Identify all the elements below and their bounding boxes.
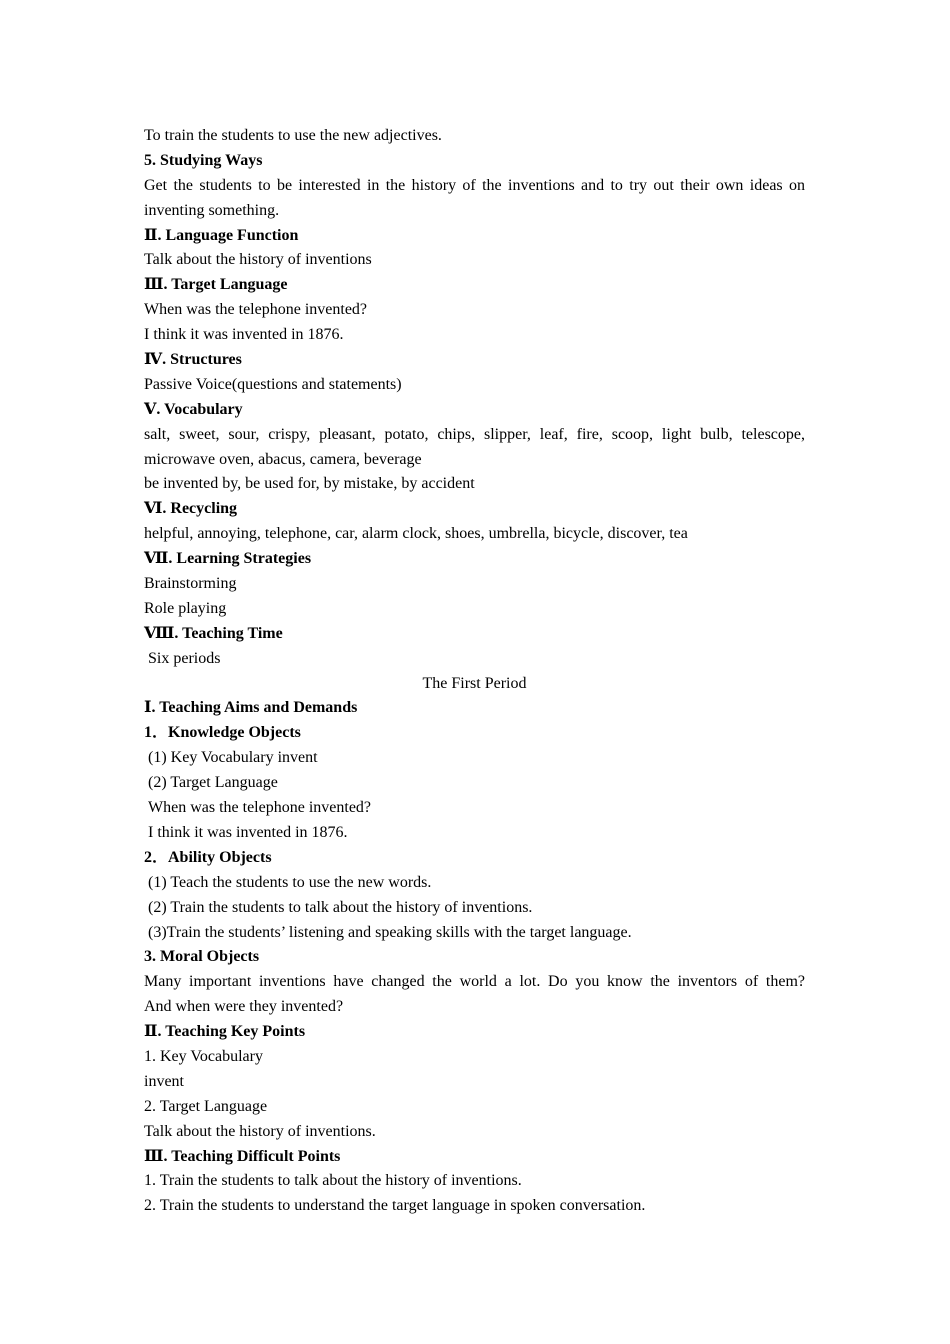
text-line: (3)Train the students’ listening and speaking skills with the target language. bbox=[148, 923, 632, 941]
section-heading: Ⅱ. Language Function bbox=[144, 226, 299, 244]
text-line: Brainstorming bbox=[144, 575, 237, 593]
section-heading: Ⅲ. Target Language bbox=[144, 276, 288, 294]
text-line: salt, sweet, sour, crispy, pleasant, potato, chips, slipper, leaf, fire, scoop, light bulb, telescope, bbox=[144, 425, 805, 443]
section-heading: 2．Ability Objects bbox=[144, 848, 272, 866]
section-heading: 1．Knowledge Objects bbox=[144, 724, 301, 742]
text-line: Talk about the history of inventions. bbox=[144, 1122, 376, 1140]
text-line: 1. Key Vocabulary bbox=[144, 1047, 263, 1065]
document-page bbox=[144, 124, 805, 1219]
section-heading: Ⅱ. Teaching Key Points bbox=[144, 1023, 306, 1041]
text-line: (2) Target Language bbox=[148, 774, 278, 792]
text-line: Role playing bbox=[144, 599, 227, 617]
section-heading: Ⅰ. Teaching Aims and Demands bbox=[144, 699, 358, 717]
text-line: Six periods bbox=[148, 649, 221, 667]
section-heading: Ⅵ. Recycling bbox=[144, 500, 238, 518]
text-line: I think it was invented in 1876. bbox=[148, 823, 348, 841]
text-line: I think it was invented in 1876. bbox=[144, 326, 344, 344]
text-line: The First Period bbox=[422, 674, 527, 692]
text-line: Get the students to be interested in the history of the inventions and to try out their own ideas on bbox=[144, 176, 805, 194]
section-heading: 5. Studying Ways bbox=[144, 151, 263, 169]
text-line: invent bbox=[144, 1072, 184, 1090]
text-line: inventing something. bbox=[144, 201, 280, 219]
section-heading: Ⅷ. Teaching Time bbox=[144, 624, 283, 642]
section-heading: 3. Moral Objects bbox=[144, 948, 260, 966]
section-heading: Ⅴ. Vocabulary bbox=[144, 400, 243, 418]
text-line: To train the students to use the new adjectives. bbox=[144, 127, 442, 144]
text-line: Talk about the history of inventions bbox=[144, 251, 372, 269]
section-heading: Ⅶ. Learning Strategies bbox=[144, 550, 312, 568]
text-line: 1. Train the students to talk about the history of inventions. bbox=[144, 1172, 522, 1190]
section-heading: Ⅳ. Structures bbox=[144, 351, 242, 369]
section-heading: Ⅲ. Teaching Difficult Points bbox=[144, 1147, 341, 1165]
text-line: be invented by, be used for, by mistake, by accident bbox=[144, 475, 475, 493]
text-line: When was the telephone invented? bbox=[144, 301, 368, 319]
text-line: Many important inventions have changed the world a lot. Do you know the inventors of them? bbox=[144, 973, 805, 991]
text-line: (1) Key Vocabulary invent bbox=[148, 749, 318, 767]
text-line: Passive Voice(questions and statements) bbox=[144, 375, 402, 393]
text-line: helpful, annoying, telephone, car, alarm clock, shoes, umbrella, bicycle, discover, tea bbox=[144, 525, 688, 543]
text-line: 2. Target Language bbox=[144, 1097, 268, 1115]
text-line: (1) Teach the students to use the new words. bbox=[148, 873, 432, 891]
text-line: 2. Train the students to understand the target language in spoken conversation. bbox=[144, 1197, 646, 1215]
text-line: (2) Train the students to talk about the history of inventions. bbox=[148, 898, 533, 916]
text-line: And when were they invented? bbox=[144, 998, 344, 1016]
text-line: When was the telephone invented? bbox=[148, 799, 372, 817]
text-line: microwave oven, abacus, camera, beverage bbox=[144, 450, 422, 468]
